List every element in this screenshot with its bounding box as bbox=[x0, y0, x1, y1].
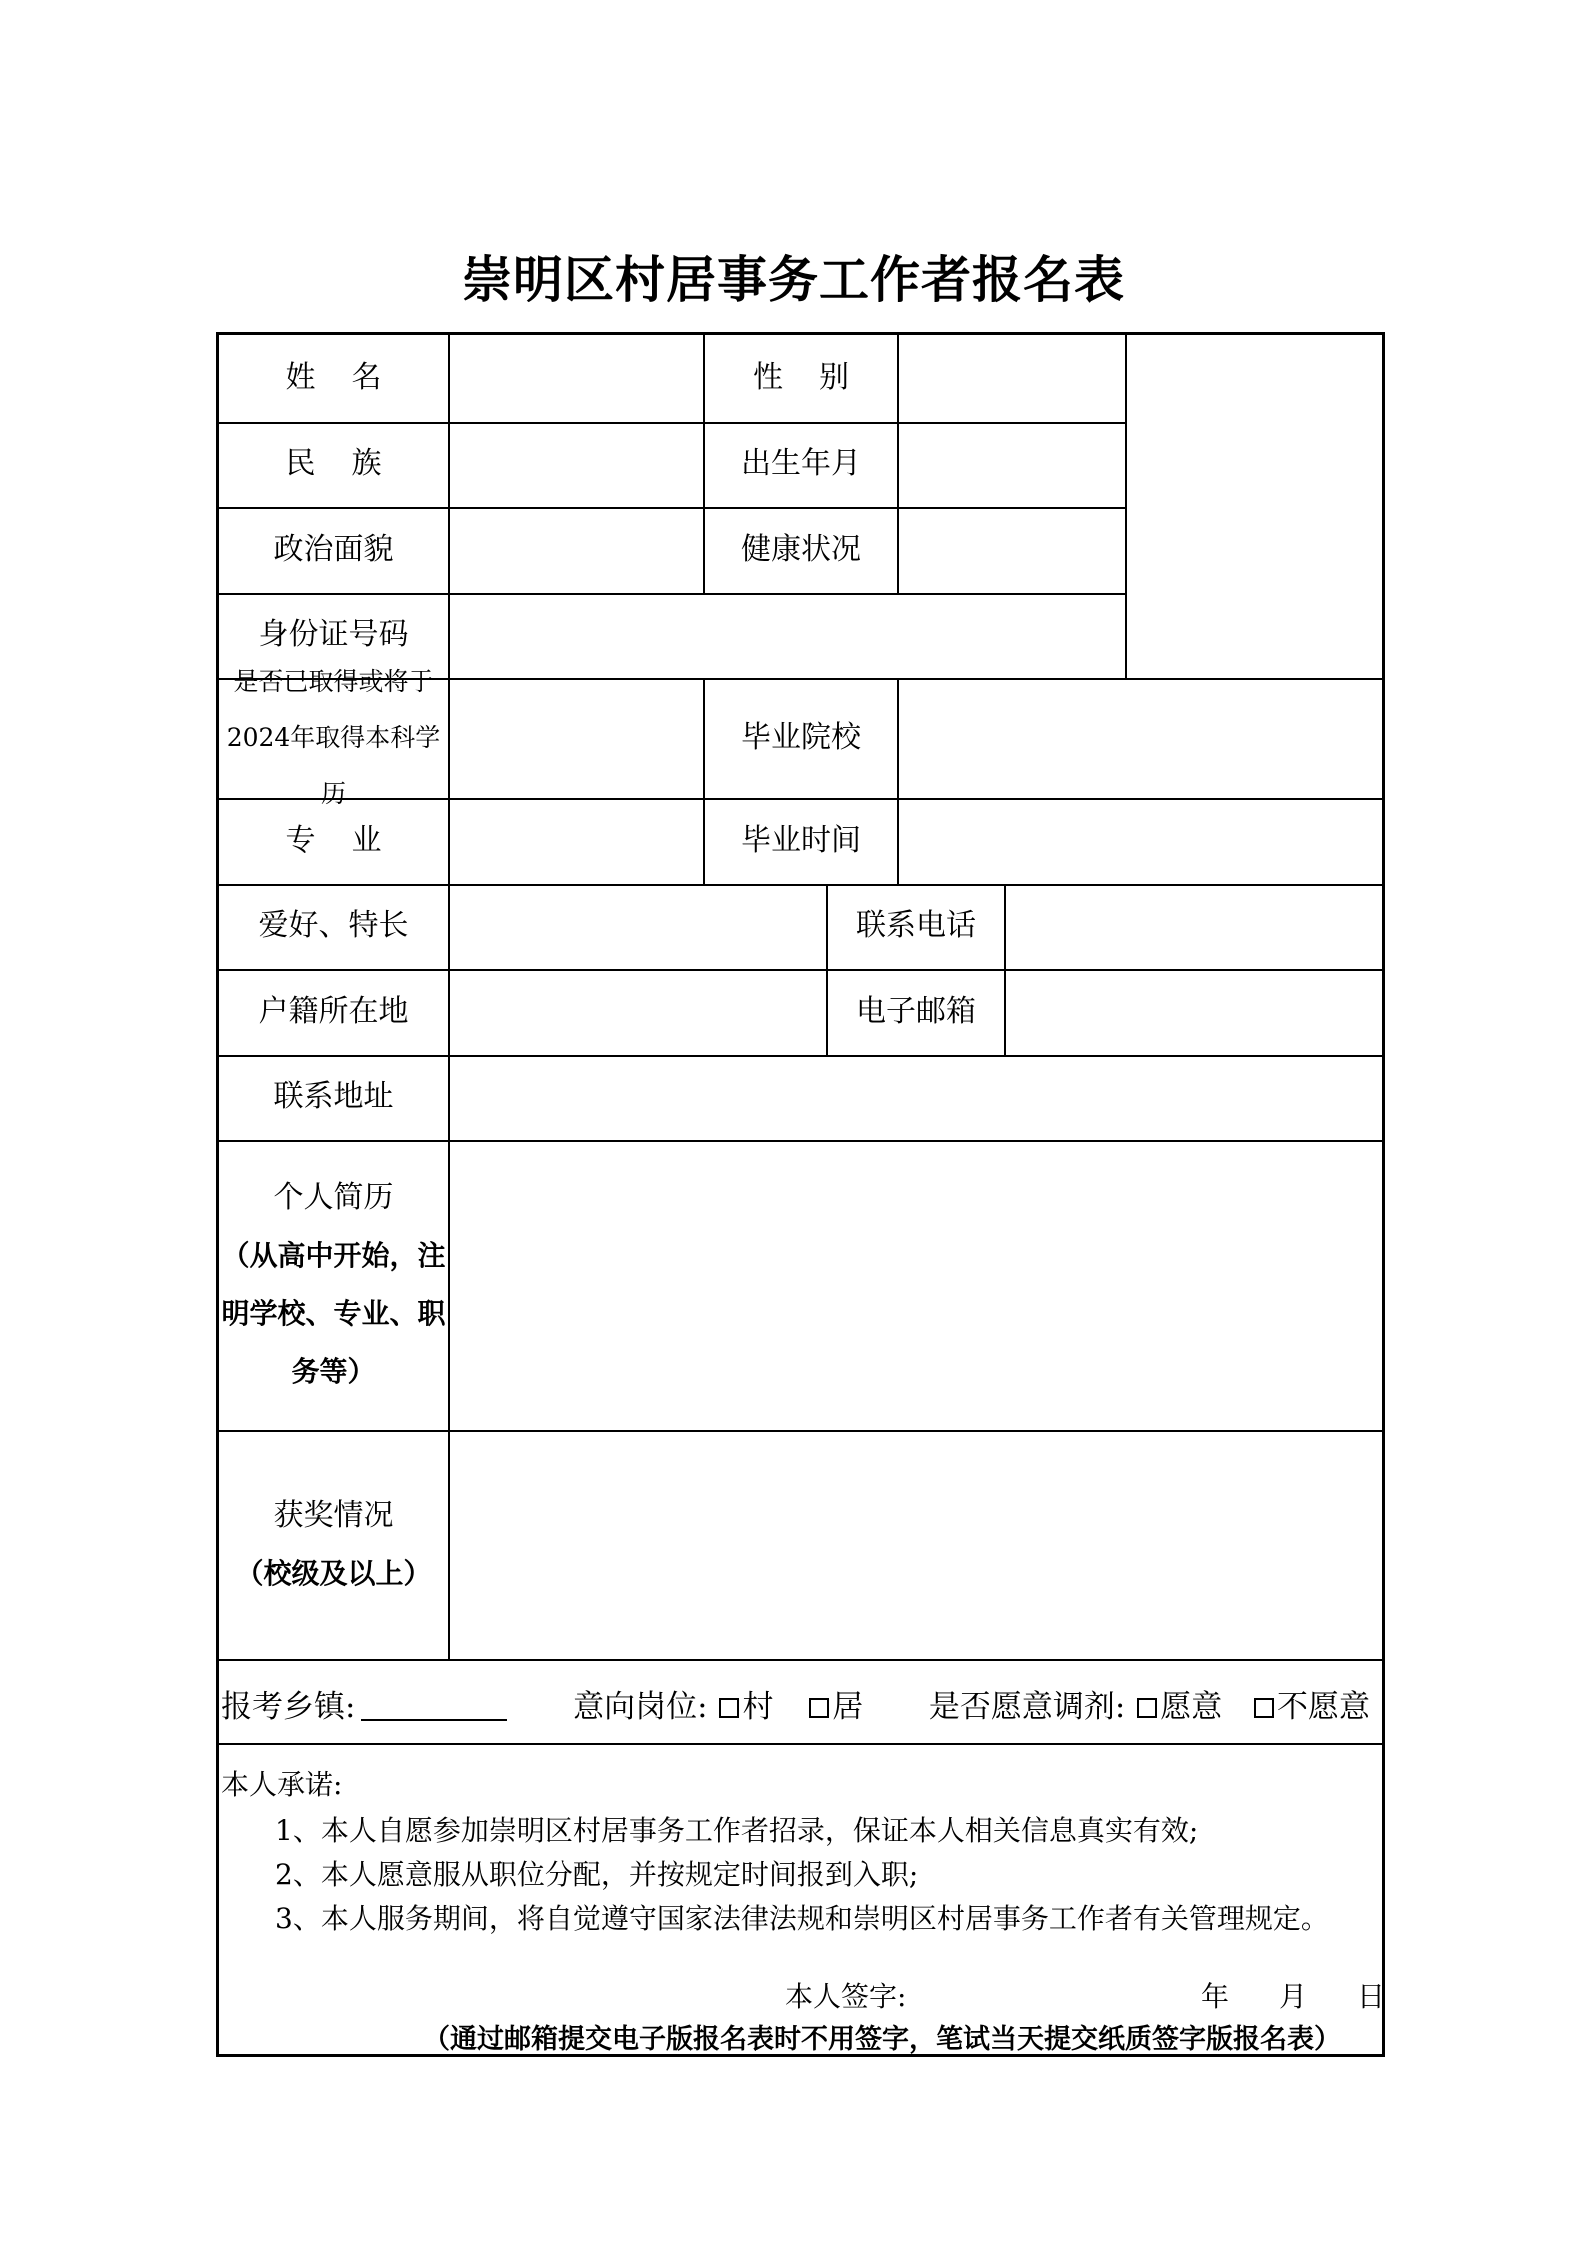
checkbox-village[interactable] bbox=[719, 1698, 739, 1718]
label-gender: 性别 bbox=[753, 360, 885, 396]
date-year-label: 年 bbox=[1201, 1980, 1230, 2013]
option-willing-label: 愿意 bbox=[1160, 1689, 1223, 1725]
label-major: 专业 bbox=[285, 822, 418, 858]
label-resume-note-1: （从高中开始，注 bbox=[221, 1239, 446, 1272]
email-input[interactable] bbox=[1006, 969, 1382, 1055]
hobbies-input[interactable] bbox=[450, 884, 826, 969]
awards-input[interactable] bbox=[450, 1430, 1382, 1659]
apply-row bbox=[221, 1681, 1370, 1726]
grad-time-input[interactable] bbox=[899, 798, 1382, 884]
label-hukou: 户籍所在地 bbox=[258, 993, 409, 1029]
label-resume-note-2: 明学校、专业、职 bbox=[221, 1297, 446, 1330]
label-awards-note: （校级及以上） bbox=[235, 1556, 432, 1590]
photo-area bbox=[1127, 335, 1382, 678]
label-birth: 出生年月 bbox=[741, 446, 861, 482]
label-grad-time: 毕业时间 bbox=[741, 822, 861, 858]
label-phone: 联系电话 bbox=[856, 908, 976, 944]
registration-form bbox=[216, 332, 1385, 2057]
signature-input[interactable] bbox=[905, 1975, 1045, 2009]
option-village-label: 村 bbox=[742, 1689, 774, 1725]
id-number-input[interactable] bbox=[450, 593, 1125, 678]
checkbox-willing[interactable] bbox=[1137, 1698, 1157, 1718]
pledge-footnote: （通过邮箱提交电子版报名表时不用签字，笔试当天提交纸质签字版报名表） bbox=[423, 2024, 1341, 2055]
label-political: 政治面貌 bbox=[273, 531, 394, 567]
checkbox-residential[interactable] bbox=[809, 1698, 829, 1718]
position-label: 意向岗位: bbox=[573, 1689, 708, 1725]
label-resume: 个人简历 bbox=[273, 1180, 394, 1215]
degree-input[interactable] bbox=[450, 678, 703, 798]
label-ethnicity: 民族 bbox=[285, 446, 418, 482]
label-degree-line2: 2024年取得本科学历 bbox=[226, 723, 441, 808]
health-input[interactable] bbox=[899, 507, 1125, 593]
gender-input[interactable] bbox=[899, 335, 1125, 422]
label-degree-line1: 是否已取得或将于 bbox=[233, 667, 434, 696]
option-unwilling-label: 不愿意 bbox=[1276, 1689, 1370, 1725]
major-input[interactable] bbox=[450, 798, 703, 884]
address-input[interactable] bbox=[450, 1055, 1382, 1140]
label-id-number: 身份证号码 bbox=[258, 617, 409, 653]
form-title: 崇明区村居事务工作者报名表 bbox=[462, 250, 1125, 309]
pledge-item-1: 1、本人自愿参加崇明区村居事务工作者招录，保证本人相关信息真实有效; bbox=[275, 1814, 1199, 1847]
label-awards: 获奖情况 bbox=[273, 1497, 394, 1533]
adjust-label: 是否愿意调剂: bbox=[928, 1689, 1126, 1725]
option-residential-label: 居 bbox=[832, 1689, 864, 1725]
signature-label: 本人签字: bbox=[785, 1980, 907, 2013]
pledge-item-3: 3、本人服务期间，将自觉遵守国家法律法规和崇明区村居事务工作者有关管理规定。 bbox=[275, 1902, 1329, 1935]
label-resume-block bbox=[219, 1140, 448, 1430]
political-input[interactable] bbox=[450, 507, 703, 593]
checkbox-unwilling[interactable] bbox=[1254, 1698, 1274, 1718]
phone-input[interactable] bbox=[1006, 884, 1382, 969]
label-health: 健康状况 bbox=[741, 531, 861, 567]
town-input[interactable] bbox=[361, 1693, 507, 1721]
ethnicity-input[interactable] bbox=[450, 422, 703, 507]
label-name: 姓名 bbox=[285, 360, 418, 396]
label-degree bbox=[219, 667, 448, 808]
town-label: 报考乡镇: bbox=[221, 1689, 356, 1725]
label-resume-note-3: 务等） bbox=[291, 1355, 376, 1388]
date-month-label: 月 bbox=[1279, 1980, 1308, 2013]
label-awards-block bbox=[219, 1430, 448, 1659]
resume-input[interactable] bbox=[450, 1140, 1382, 1430]
birth-input[interactable] bbox=[899, 422, 1125, 507]
school-input[interactable] bbox=[899, 678, 1382, 798]
pledge-item-2: 2、本人愿意服从职位分配，并按规定时间报到入职; bbox=[275, 1858, 919, 1891]
name-input[interactable] bbox=[450, 335, 703, 422]
hukou-input[interactable] bbox=[450, 969, 826, 1055]
pledge-heading: 本人承诺: bbox=[221, 1768, 343, 1801]
label-address: 联系地址 bbox=[273, 1079, 394, 1115]
date-day-label: 日 bbox=[1357, 1980, 1386, 2013]
label-hobbies: 爱好、特长 bbox=[258, 908, 409, 944]
label-school: 毕业院校 bbox=[741, 719, 861, 755]
label-email: 电子邮箱 bbox=[856, 993, 976, 1029]
